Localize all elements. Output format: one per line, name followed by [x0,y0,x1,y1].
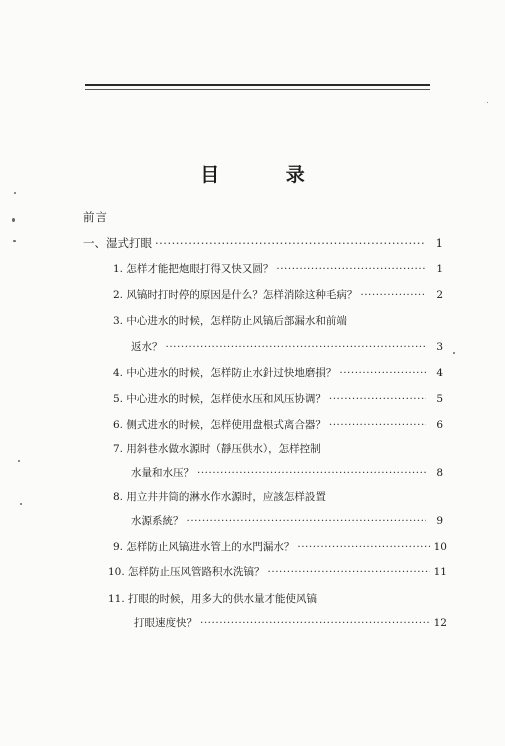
toc-page-number: 2 [436,289,443,301]
leader-dots [197,466,426,480]
header-rule-thin [85,89,430,90]
leader-dots [339,366,426,380]
toc-page-number: 6 [436,419,443,431]
leader-dots [329,418,426,432]
toc-item-3 [113,314,443,354]
toc-page-number: 12 [433,617,447,629]
leader-dots [276,262,426,276]
toc-item-text: 1. 怎样才能把炮眼打得又快又圆？ [113,263,274,275]
toc-item-1 [113,262,443,276]
toc-item-text: 6. 侧式进水的时候，怎样使用盘根式离合器？ [113,419,326,431]
leader-dots [200,616,430,630]
toc-item-8 [113,490,443,528]
toc-page-number: 11 [433,566,447,578]
scan-speck [13,240,16,242]
toc-item-7 [113,442,443,480]
toc-item-continuation: 水量和水压？ [131,467,194,479]
toc-item-11 [108,592,447,630]
header-rule-thick [85,84,430,86]
toc-page-number: 9 [436,515,443,527]
toc-item-10 [108,565,447,579]
scan-speck [487,102,488,103]
toc-item-4 [113,366,443,380]
toc-page-number: 1 [436,263,443,275]
leader-dots [329,392,426,406]
toc-page-number: 10 [433,541,447,553]
toc-item-text: 8. 用立井井筒的淋水作水源时，应該怎样設置 [113,491,326,503]
toc-item-2 [113,288,443,302]
leader-dots [297,540,430,554]
scan-speck [12,218,15,222]
toc-item-text: 2. 风镐时打时停的原因是什么？怎样消除这种毛病？ [113,289,358,301]
toc-item-text: 3. 中心进水的时候，怎样防止风镐后部漏水和前端 [113,315,347,327]
toc-item-text: 4. 中心进水的时候，怎样防止水針过快地磨損？ [113,367,337,379]
toc-page-number: 3 [436,341,443,353]
toc-item-5 [113,392,443,406]
scan-speck [20,503,22,505]
toc-item-text: 9. 怎样防止风镐进水管上的水門漏水？ [113,541,295,553]
leader-dots [360,288,426,302]
leader-dots [166,340,427,354]
toc-preface: 前言 [83,210,108,224]
toc-item-6 [113,418,443,432]
leader-dots [155,236,426,250]
toc-item-text: 11. 打眼的时候，用多大的供水量才能使风镐 [108,593,318,605]
toc-item-9 [113,540,447,554]
scan-speck [18,460,20,462]
leader-dots [187,514,427,528]
toc-item-continuation: 打眼速度快？ [134,617,197,629]
toc-item-text: 5. 中心进水的时候，怎样使水压和风压协调？ [113,393,326,405]
leader-dots [268,565,430,579]
toc-page-number: 5 [436,393,443,405]
scan-speck [453,352,455,354]
toc-page-number: 1 [435,236,443,250]
toc-page-number: 4 [436,367,443,379]
toc-item-continuation: 返水？ [131,341,163,353]
toc-section-1 [83,236,443,250]
toc-item-text: 7. 用斜巷水做水源时（靜压供水），怎样控制 [113,443,321,455]
scan-speck [14,192,16,194]
toc-item-continuation: 水源系統？ [131,515,184,527]
toc-page-number: 8 [436,467,443,479]
toc-item-text: 10. 怎样防止压风管路积水洗镐？ [108,566,265,578]
toc-section-label: 一、湿式打眼 [83,236,152,250]
page-title: 目 录 [200,164,335,186]
